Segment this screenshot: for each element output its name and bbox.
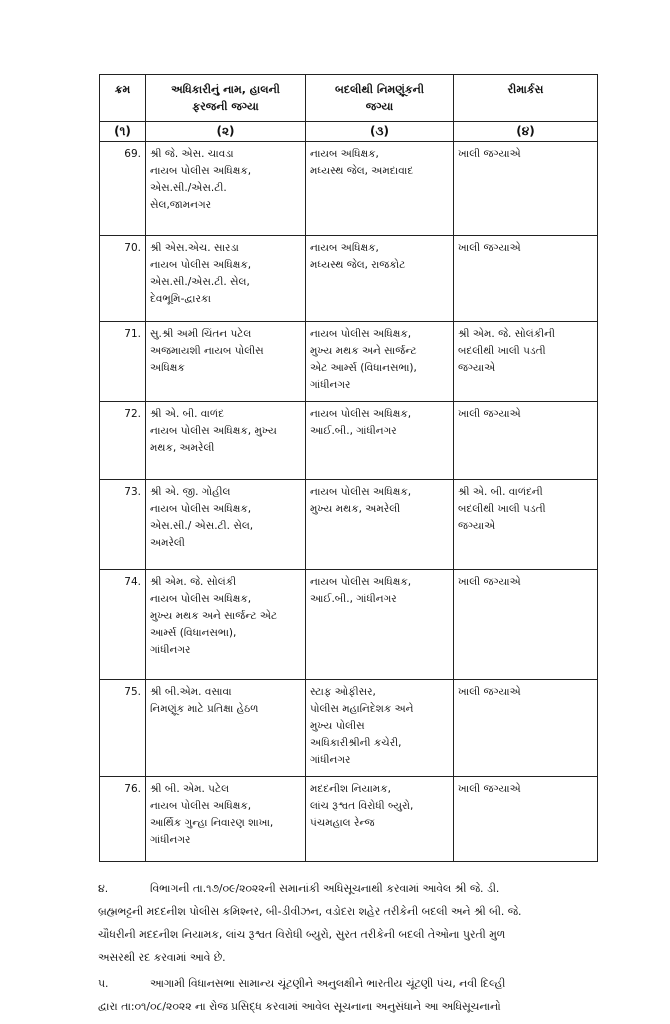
header-remarks: રીમાર્કસ: [454, 75, 598, 122]
remarks-cell: [454, 236, 598, 322]
table-row: [100, 570, 598, 680]
column-number: (૩): [306, 122, 454, 142]
officer-cell: [146, 322, 306, 402]
header-officer-line: અધિકારીનું નામ, હાલની: [171, 83, 280, 96]
remarks-cell-line: ખાલી જગ્યાએ: [458, 408, 521, 420]
remarks-cell-line: શ્રી એ. બી. વાળંદની: [458, 486, 543, 498]
officer-cell-line: એસ.સી./એસ.ટી.: [150, 182, 227, 194]
transfer-cell-line: મદદનીશ નિયામક,: [310, 783, 391, 795]
row-serial: 69.: [100, 142, 146, 236]
transfer-cell: [306, 570, 454, 680]
remarks-cell-line: બદલીથી ખાલી પડતી: [458, 503, 546, 515]
header-officer-line: ફરજની જગ્યા: [192, 100, 259, 113]
column-number: (૨): [146, 122, 306, 142]
remarks-cell: [454, 680, 598, 777]
paragraph-text: બ્રહ્મભટ્ટની મદદનીશ પોલીસ કમિશ્નર, બી-ડીવીઝન, વડોદરા શહેર તરીકેની બદલી અને શ્રી બી. જે.: [98, 905, 522, 918]
header-transfer: [306, 75, 454, 122]
paragraph-label: પ.: [98, 977, 109, 990]
remarks-cell: [454, 142, 598, 236]
officer-cell-line: ગાંધીનગર: [150, 834, 191, 846]
remarks-cell-line: ખાલી જગ્યાએ: [458, 783, 521, 795]
officer-cell-line: અજમાયશી નાયબ પોલીસ: [150, 345, 264, 357]
officer-cell-line: એસ.સી./ એસ.ટી. સેલ,: [150, 520, 254, 532]
transfer-cell: [306, 142, 454, 236]
officer-cell-line: નાયબ પોલીસ અધિક્ષક, મુખ્ય: [150, 425, 277, 437]
table-row: [100, 236, 598, 322]
transfer-cell-line: નાયબ પોલીસ અધિક્ષક,: [310, 408, 412, 420]
transfer-cell-line: લાંચ રૂશ્વત વિરોધી બ્યુરો,: [310, 800, 414, 812]
officer-cell-line: શ્રી એસ.એચ. સારડા: [150, 242, 239, 254]
paragraph-label: ૪.: [98, 882, 109, 895]
transfer-cell-line: મધ્યસ્થ જેલ, અમદાવાદ: [310, 165, 414, 177]
transfer-cell-line: ગાંધીનગર: [310, 754, 351, 766]
row-serial: 71.: [100, 322, 146, 402]
transfer-cell: [306, 777, 454, 862]
remarks-cell: [454, 570, 598, 680]
transfer-cell-line: અધિકારીશ્રીની કચેરી,: [310, 737, 402, 749]
officer-cell: [146, 236, 306, 322]
officer-cell: [146, 480, 306, 570]
paragraph-4: [98, 877, 598, 969]
remarks-cell-line: જગ્યાએ: [458, 362, 496, 374]
transfer-cell: [306, 480, 454, 570]
header-transfer-line: જગ્યા: [365, 100, 394, 113]
officer-cell-line: આર્થિક ગુન્હા નિવારણ શાખા,: [150, 817, 274, 829]
officer-cell-line: નાયબ પોલીસ અધિક્ષક,: [150, 800, 252, 812]
officer-cell-line: શ્રી જે. એસ. ચાવડા: [150, 148, 234, 160]
officer-cell-line: સુ.શ્રી અમી ચિંતન પટેલ: [150, 328, 252, 340]
paragraph-text: અસરથી રદ કરવામાં આવે છે.: [98, 951, 226, 964]
remarks-cell-line: જગ્યાએ: [458, 520, 496, 532]
table-row: [100, 480, 598, 570]
transfer-cell-line: નાયબ અધિક્ષક,: [310, 148, 379, 160]
officer-cell-line: દેવભૂમિ-દ્વારકા: [150, 293, 211, 305]
table-row: [100, 680, 598, 777]
row-serial: 76.: [100, 777, 146, 862]
paragraph-text: વિભાગની તા.૧૭/૦૯/૨૦૨૨ની સમાનાંકી અધિસૂચનાથી કરવામાં આવેલ શ્રી જે. ડી.: [150, 882, 500, 895]
transfer-cell: [306, 322, 454, 402]
transfer-cell-line: નાયબ અધિક્ષક,: [310, 242, 379, 254]
officer-cell-line: મથક, અમરેલી: [150, 442, 215, 454]
remarks-cell: [454, 480, 598, 570]
remarks-cell-line: ખાલી જગ્યાએ: [458, 148, 521, 160]
table-body: [100, 142, 598, 862]
officer-cell-line: નાયબ પોલીસ અધિક્ષક,: [150, 593, 252, 605]
officer-cell-line: એસ.સી./એસ.ટી. સેલ,: [150, 276, 250, 288]
header-transfer-line: બદલીથી નિમણૂંકની: [334, 83, 424, 96]
officer-cell-line: સેલ,જામનગર: [150, 199, 212, 211]
officer-cell-line: મુખ્ય મથક અને સાર્જન્ટ એટ: [150, 610, 278, 622]
officer-cell-line: નાયબ પોલીસ અધિક્ષક,: [150, 259, 252, 271]
paragraph-text: દ્વારા તા:૦૧/૦૮/૨૦૨૨ ના રોજ પ્રસિદ્ધ કરવામાં આવેલ સૂચનાના અનુસંધાને આ અધિસૂચનાનો: [98, 1000, 501, 1013]
officer-cell-line: શ્રી એમ. જે. સોલંકી: [150, 576, 237, 588]
remarks-cell-line: ખાલી જગ્યાએ: [458, 242, 521, 254]
remarks-cell-line: ખાલી જગ્યાએ: [458, 686, 521, 698]
remarks-cell-line: ખાલી જગ્યાએ: [458, 576, 521, 588]
officer-cell-line: ગાંધીનગર: [150, 644, 191, 656]
row-serial: 70.: [100, 236, 146, 322]
transfer-cell-line: એટ આર્મ્સ (વિધાનસભા),: [310, 362, 417, 374]
officer-cell: [146, 777, 306, 862]
officer-cell: [146, 142, 306, 236]
table-row: [100, 777, 598, 862]
transfer-cell-line: પોલીસ મહાનિદેશક અને: [310, 703, 414, 715]
row-serial: 72.: [100, 402, 146, 480]
officer-cell-line: નાયબ પોલીસ અધિક્ષક,: [150, 165, 252, 177]
column-number: (૪): [454, 122, 598, 142]
paragraph-line: [98, 972, 598, 995]
officer-cell: [146, 402, 306, 480]
transfer-cell-line: આઈ.બી., ગાંધીનગર: [310, 593, 397, 605]
paragraph-text: ચૌધરીની મદદનીશ નિયામક, લાંચ રૂશ્વત વિરોધી બ્યુરો, સુરત તરીકેની બદલી તેઓના પુરતી મુળ: [98, 928, 506, 941]
transfer-table: [99, 74, 598, 862]
officer-cell-line: શ્રી બી. એમ. પટેલ: [150, 783, 230, 795]
remarks-cell: [454, 322, 598, 402]
officer-cell-line: નાયબ પોલીસ અધિક્ષક,: [150, 503, 252, 515]
header-officer: [146, 75, 306, 122]
officer-cell-line: અમરેલી: [150, 537, 185, 549]
officer-cell: [146, 570, 306, 680]
transfer-cell-line: પંચમહાલ રેન્જ: [310, 817, 375, 829]
paragraph-line: [98, 877, 598, 900]
transfer-cell-line: મુખ્ય પોલીસ: [310, 720, 365, 732]
header-serial: ક્રમ: [100, 75, 146, 122]
officer-cell: [146, 680, 306, 777]
remarks-cell: [454, 777, 598, 862]
transfer-cell-line: ગાંધીનગર: [310, 379, 351, 391]
remarks-cell-line: બદલીથી ખાલી પડતી: [458, 345, 546, 357]
transfer-cell-line: મધ્યસ્થ જેલ, રાજકોટ: [310, 259, 406, 271]
remarks-cell: [454, 402, 598, 480]
header-row: [100, 75, 598, 122]
row-serial: 73.: [100, 480, 146, 570]
remarks-cell-line: શ્રી એમ. જે. સોલંકીની: [458, 328, 555, 340]
transfer-cell-line: સ્ટાફ ઓફીસર,: [310, 686, 376, 698]
transfer-cell-line: નાયબ પોલીસ અધિક્ષક,: [310, 486, 412, 498]
table-row: [100, 402, 598, 480]
transfer-cell: [306, 680, 454, 777]
transfer-cell-line: નાયબ પોલીસ અધિક્ષક,: [310, 328, 412, 340]
officer-cell-line: શ્રી બી.એમ. વસાવા: [150, 686, 232, 698]
transfer-cell-line: મુખ્ય મથક અને સાર્જન્ટ: [310, 345, 417, 357]
column-number-row: [100, 122, 598, 142]
officer-cell-line: શ્રી એ. જી. ગોહીલ: [150, 486, 231, 498]
officer-cell-line: નિમણૂંક માટે પ્રતિક્ષા હેઠળ: [150, 703, 259, 715]
officer-cell-line: શ્રી એ. બી. વાળંદ: [150, 408, 224, 420]
row-serial: 74.: [100, 570, 146, 680]
paragraph-5: [98, 972, 598, 1018]
column-number: (૧): [100, 122, 146, 142]
transfer-cell: [306, 402, 454, 480]
transfer-cell: [306, 236, 454, 322]
officer-cell-line: અધિક્ષક: [150, 362, 185, 374]
table-row: [100, 322, 598, 402]
officer-cell-line: આર્મ્સ (વિધાનસભા),: [150, 627, 237, 639]
transfer-cell-line: આઈ.બી., ગાંધીનગર: [310, 425, 397, 437]
paragraph-text: આગામી વિધાનસભા સામાન્ય ચૂંટણીને અનુલક્ષીને ભારતીય ચૂંટણી પંચ, નવી દિલ્હી: [150, 977, 506, 990]
row-serial: 75.: [100, 680, 146, 777]
transfer-cell-line: મુખ્ય મથક, અમરેલી: [310, 503, 401, 515]
table-row: [100, 142, 598, 236]
transfer-cell-line: નાયબ પોલીસ અધિક્ષક,: [310, 576, 412, 588]
